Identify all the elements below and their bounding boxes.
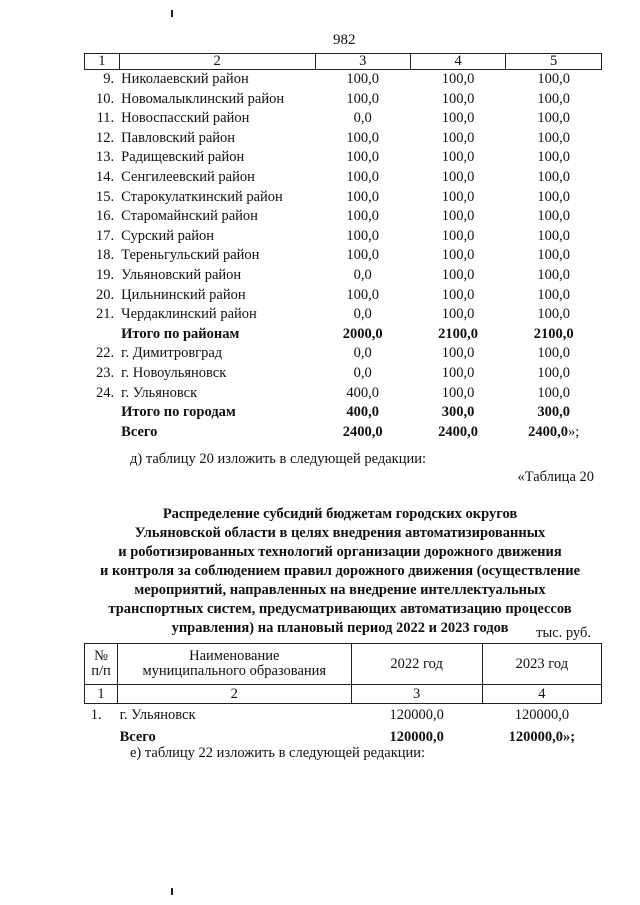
header-num: № п/п	[85, 644, 118, 685]
row-name: Цильнинский район	[121, 286, 246, 303]
row-value: 2400,0	[342, 423, 383, 440]
row-value: 100,0	[346, 71, 380, 87]
row-value: 100,0	[441, 247, 475, 264]
title-line: транспортных систем, предусматривающих автоматизацию процессов	[108, 601, 572, 617]
units-label: тыс. руб.	[536, 625, 591, 641]
row-value: 100,0	[346, 149, 380, 166]
row-value: 100,0	[441, 110, 475, 127]
row-value: 100,0	[537, 129, 570, 146]
row-name: Итого по районам	[121, 325, 240, 342]
table-row	[85, 129, 602, 149]
row-name: г. Ульяновск	[119, 707, 196, 723]
table-row	[85, 148, 602, 168]
row-number: 14.	[96, 168, 115, 185]
row-value: 100,0	[346, 188, 380, 205]
row-value: 100,0	[441, 168, 475, 185]
title-line: Распределение субсидий бюджетам городских округов	[162, 506, 518, 522]
title-line: и роботизированных технологий организации дорожного движения	[118, 544, 562, 560]
header-2022: 2022 год	[351, 644, 482, 685]
row-value: 100,0	[441, 227, 475, 244]
table-row	[85, 188, 602, 208]
row-value-text: 120000,0	[508, 729, 564, 745]
row-value: 100,0	[441, 90, 475, 107]
row-value: 300,0	[441, 404, 475, 421]
row-number: 24.	[96, 384, 115, 401]
row-number: 18.	[96, 247, 115, 264]
row-name: Чердаклинский район	[121, 306, 257, 323]
title-line: мероприятий, направленных на внедрение интеллектуальных	[134, 582, 546, 598]
row-value: 300,0	[537, 404, 570, 421]
row-name: Ульяновский район	[121, 266, 242, 283]
table-row	[85, 246, 602, 266]
row-value: 100,0	[346, 247, 380, 264]
row-name: г. Ульяновск	[121, 384, 198, 401]
row-value: 0,0	[353, 110, 372, 127]
row-name: Старокулаткинский район	[121, 188, 283, 205]
row-value: 100,0	[537, 306, 570, 323]
header-cell: 3	[315, 54, 410, 70]
paragraph-e: е) таблицу 22 изложить в следующей редакции:	[130, 745, 426, 761]
row-number: 19.	[96, 266, 115, 283]
row-name: Итого по городам	[121, 404, 236, 421]
row-value: 100,0	[441, 188, 475, 205]
row-number: 16.	[96, 208, 115, 225]
row-value: 100,0	[537, 227, 570, 244]
row-number: 11.	[96, 110, 115, 127]
row-name: Радищевский район	[121, 149, 245, 166]
table-total-row	[85, 403, 602, 423]
row-name: Сурский район	[121, 227, 215, 244]
row-value: 2100,0	[438, 325, 479, 342]
table-header-row	[85, 644, 602, 685]
row-value: 100,0	[537, 110, 570, 127]
row-number	[85, 726, 118, 748]
row-value: 100,0	[441, 149, 475, 166]
row-value: 100,0	[537, 345, 570, 362]
header-cell: 5	[506, 54, 602, 70]
row-name: Новомалыклинский район	[121, 90, 285, 107]
page-number: 982	[333, 32, 356, 48]
row-value: 100,0	[537, 384, 570, 401]
subsidy-table-continued	[84, 53, 602, 442]
row-value: 100,0	[346, 227, 380, 244]
row-value: 100,0	[537, 286, 570, 303]
index-cell: 4	[482, 685, 601, 704]
row-value: 0,0	[353, 306, 372, 323]
row-value: 100,0	[441, 364, 475, 381]
row-value: 100,0	[346, 90, 380, 107]
row-value: 0,0	[353, 266, 372, 283]
row-value: 100,0	[441, 129, 475, 146]
row-value: 100,0	[346, 129, 380, 146]
row-name: Николаевский район	[121, 71, 249, 87]
table-row	[85, 384, 602, 404]
table-row	[85, 305, 602, 325]
row-number	[85, 423, 120, 443]
row-name: Старомайнский район	[121, 208, 258, 225]
header-cell: 2	[119, 54, 315, 70]
header-cell: 1	[85, 54, 120, 70]
table-row	[85, 286, 602, 306]
title-line: Ульяновской области в целях внедрения автоматизированных	[134, 525, 546, 541]
row-name: Тереньгульский район	[121, 247, 260, 264]
row-value: 100,0	[537, 168, 570, 185]
row-value: 100,0	[537, 71, 570, 87]
row-value: 2000,0	[342, 325, 383, 342]
header-name: Наименование муниципального образования	[118, 644, 351, 685]
row-name: Новоспасский район	[121, 110, 250, 127]
row-number: 21.	[96, 306, 115, 323]
row-value: 100,0	[441, 384, 475, 401]
paragraph-d: д) таблицу 20 изложить в следующей редакции:	[130, 451, 427, 467]
table-row	[85, 90, 602, 110]
row-name: г. Новоульяновск	[121, 364, 227, 381]
row-value: 100,0	[346, 286, 380, 303]
row-value: 100,0	[441, 345, 475, 362]
index-cell: 3	[351, 685, 482, 704]
closing-quote-suffix: »;	[563, 729, 576, 745]
row-value: 100,0	[441, 286, 475, 303]
row-value: 100,0	[441, 306, 475, 323]
row-value: 100,0	[441, 266, 475, 283]
row-number: 17.	[96, 227, 115, 244]
row-number: 20.	[96, 286, 115, 303]
row-value: 120000,0	[389, 707, 444, 723]
table-index-row	[85, 685, 602, 704]
row-number: 22.	[96, 345, 115, 362]
row-number: 1.	[90, 707, 102, 723]
row-value: 100,0	[537, 90, 570, 107]
table-row	[85, 70, 602, 90]
row-value: 0,0	[353, 364, 372, 381]
row-value: 100,0	[346, 208, 380, 225]
closing-quote-suffix: »;	[567, 423, 580, 440]
header-cell: 4	[410, 54, 505, 70]
index-cell: 2	[118, 685, 351, 704]
table-row	[85, 266, 602, 286]
row-number	[85, 403, 120, 423]
index-cell: 1	[85, 685, 118, 704]
row-value: 2400,0	[438, 423, 479, 440]
row-value: 2100,0	[533, 325, 574, 342]
row-number	[85, 325, 120, 345]
row-value: 120000,0	[514, 707, 570, 723]
table-header-row	[85, 54, 602, 70]
row-value: 0,0	[353, 345, 372, 362]
table-label: «Таблица 20	[517, 469, 594, 485]
row-number: 12.	[96, 129, 115, 146]
row-name: Всего	[121, 423, 158, 440]
table-row	[85, 704, 602, 727]
title-line: управления) на плановый период 2022 и 2023 годов	[171, 620, 509, 636]
table-total-row	[85, 325, 602, 345]
scan-mark-top	[171, 10, 173, 17]
row-value: 100,0	[537, 247, 570, 264]
table-row	[85, 344, 602, 364]
table-row	[85, 227, 602, 247]
row-value: 100,0	[537, 149, 570, 166]
header-2023: 2023 год	[482, 644, 601, 685]
row-value: 100,0	[441, 208, 475, 225]
table-row	[85, 168, 602, 188]
table-total-row	[85, 423, 602, 443]
row-value: 100,0	[537, 266, 570, 283]
row-number: 15.	[96, 188, 115, 205]
row-value: 400,0	[346, 404, 380, 421]
row-name: г. Димитровград	[121, 345, 223, 362]
table-row	[85, 109, 602, 129]
row-name: Сенгилеевский район	[121, 168, 255, 185]
row-number: 9.	[103, 71, 115, 87]
row-value	[506, 423, 602, 443]
title-line: и контроля за соблюдением правил дорожного движения (осуществление	[99, 563, 581, 579]
scan-mark-bottom	[171, 888, 173, 895]
row-number: 13.	[96, 149, 115, 166]
row-name: Всего	[119, 729, 156, 745]
row-value	[482, 726, 601, 748]
row-value: 100,0	[537, 208, 570, 225]
table-title	[80, 505, 600, 638]
row-number: 10.	[96, 90, 115, 107]
row-value-text: 2400,0	[528, 423, 568, 440]
table-row	[85, 364, 602, 384]
row-value: 400,0	[346, 384, 380, 401]
row-value: 100,0	[537, 364, 570, 381]
row-name: Павловский район	[121, 129, 236, 146]
table-row	[85, 207, 602, 227]
row-value: 100,0	[346, 168, 380, 185]
subsidy-table-20	[84, 643, 602, 748]
row-value: 100,0	[441, 71, 475, 87]
row-value: 100,0	[537, 188, 570, 205]
row-number: 23.	[96, 364, 115, 381]
row-value: 120000,0	[389, 729, 444, 745]
